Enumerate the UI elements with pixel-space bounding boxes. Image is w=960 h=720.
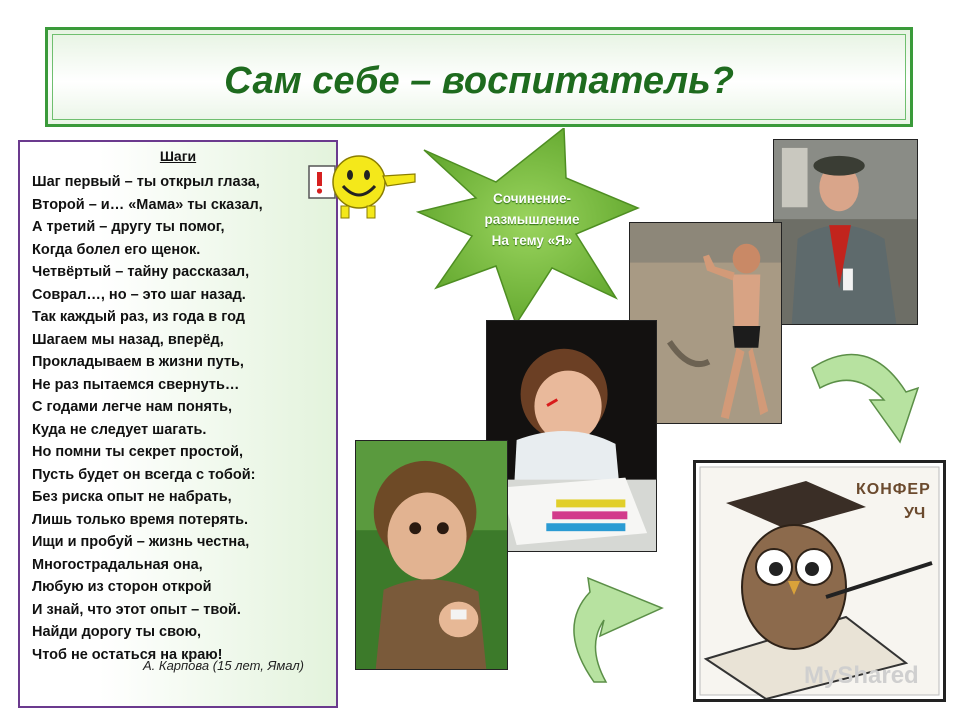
poem-line: Многострадальная она, xyxy=(32,556,203,573)
starburst-line: Сочинение- xyxy=(493,191,571,206)
poem-line: Ищи и пробуй – жизнь честна, xyxy=(32,534,250,550)
photo-boy-portrait xyxy=(355,440,508,670)
poem-line: Но помни ты секрет простой, xyxy=(32,444,244,460)
poem-line: С годами легче нам понять, xyxy=(32,399,233,415)
smiley-pointer-icon xyxy=(305,152,420,224)
poem-lines xyxy=(32,171,263,666)
poem-panel xyxy=(18,140,338,708)
poem-line: Куда не следует шагать. xyxy=(32,421,207,438)
slide-title: Сам себе – воспитатель? xyxy=(224,60,734,102)
poem-line: Четвёртый – тайну рассказал, xyxy=(32,264,250,280)
watermark-text: MyShared xyxy=(804,662,919,689)
poem-line: Когда болел его щенок. xyxy=(32,241,201,258)
photo-girl-uniform xyxy=(773,139,918,325)
poem-line: Лишь только время потерять. xyxy=(32,511,249,528)
poem-line: Любую из сторон открой xyxy=(32,579,212,595)
poem-line: Так каждый раз, из года в год xyxy=(32,309,245,325)
starburst-line: На тему «Я» xyxy=(491,233,573,248)
owl-card-text-1: КОНФЕР xyxy=(856,481,931,498)
poem-line: Прокладываем в жизни путь, xyxy=(32,354,244,370)
curved-arrow-right-icon xyxy=(560,570,675,685)
curved-arrow-down-icon xyxy=(808,342,923,462)
poem-line: Пусть будет он всегда с тобой: xyxy=(32,466,256,483)
poem-line: Не раз пытаемся свернуть… xyxy=(32,376,240,393)
poem-line: Соврал…, но – это шаг назад. xyxy=(32,286,246,303)
poem-author: А. Карпова (15 лет, Ямал) xyxy=(143,658,304,673)
poem-line: Чтоб не остаться на краю! xyxy=(32,646,223,663)
poem-line: Без риска опыт не набрать, xyxy=(32,489,232,505)
owl-card-text-2: УЧ xyxy=(904,505,926,522)
photo-toddler-drawing xyxy=(486,320,657,552)
poem-line: И знай, что этот опыт – твой. xyxy=(32,601,241,618)
poem-line: Шагаем мы назад, вперёд, xyxy=(32,331,224,348)
starburst-text xyxy=(470,188,594,251)
poem-line: А третий – другу ты помог, xyxy=(32,219,225,235)
poem-line: Шаг первый – ты открыл глаза, xyxy=(32,174,260,190)
poem-title: Шаги xyxy=(159,148,197,164)
title-banner xyxy=(45,27,913,127)
poem-line: Второй – и… «Мама» ты сказал, xyxy=(32,196,263,213)
poem-line: Найди дорогу ты свою, xyxy=(32,624,202,640)
starburst-line: размышление xyxy=(484,212,580,227)
